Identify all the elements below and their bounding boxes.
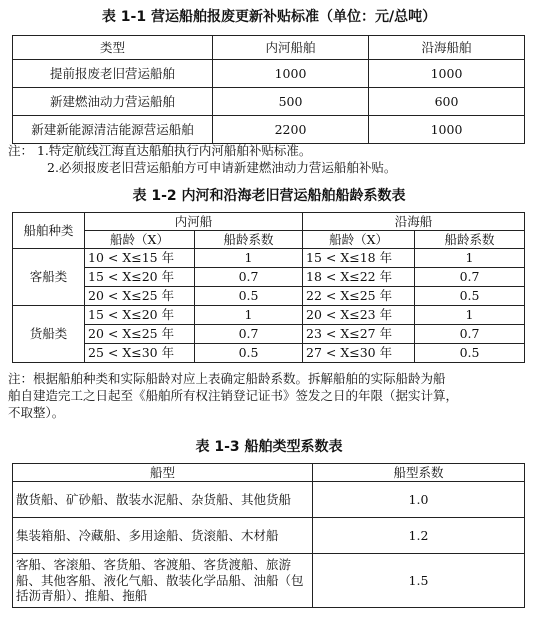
header-ship-type: 船舶种类: [13, 213, 85, 249]
row-coastal-value: 1000: [369, 116, 525, 144]
coastal-age: 15 < X≤18 年: [303, 249, 415, 268]
ship-type-list: 散货船、矿砂船、散装水泥船、杂货船、其他货船: [13, 482, 313, 518]
ship-type-list: 客船、客滚船、客货船、客渡船、客货渡船、旅游船、其他客船、液化气船、散装化学品船、油船（包括沥青船）、推船、拖船: [13, 554, 313, 608]
table-row: [13, 306, 525, 325]
ship-type-coef: 1.0: [313, 482, 525, 518]
inland-age: 25 < X≤30 年: [85, 344, 195, 363]
header-type-coef: 船型系数: [313, 464, 525, 482]
header-type: 类型: [13, 36, 213, 60]
inland-age: 15 < X≤20 年: [85, 306, 195, 325]
inland-coef: 0.7: [195, 325, 303, 344]
inland-coef: 1: [195, 306, 303, 325]
header-coastal: 沿海船舶: [369, 36, 525, 60]
table-row: [13, 116, 525, 144]
header-ship-type: 船型: [13, 464, 313, 482]
subheader-coastal-age: 船龄（X）: [303, 231, 415, 249]
table2-title: 表 1-2 内河和沿海老旧营运船舶船龄系数表: [132, 188, 406, 204]
coastal-coef: 0.5: [415, 344, 525, 363]
table-header-row: [13, 464, 525, 482]
inland-coef: 0.7: [195, 268, 303, 287]
ship-type-coef: 1.5: [313, 554, 525, 608]
subheader-inland-coef: 船龄系数: [195, 231, 303, 249]
table2-note-line2: 舶自建造完工之日起至《船舶所有权注销登记证书》签发之日的年限（据实计算，: [8, 388, 459, 403]
ship-type-passenger: 客船类: [13, 249, 85, 306]
inland-age: 20 < X≤25 年: [85, 325, 195, 344]
table-row: [13, 344, 525, 363]
subsidy-standard-table: [12, 35, 525, 144]
row-coastal-value: 1000: [369, 60, 525, 88]
header-coastal: 沿海船: [303, 213, 525, 231]
inland-coef: 1: [195, 249, 303, 268]
coastal-coef: 1: [415, 306, 525, 325]
table-row: [13, 518, 525, 554]
coastal-age: 18 < X≤22 年: [303, 268, 415, 287]
table-row: [13, 287, 525, 306]
coastal-coef: 0.7: [415, 268, 525, 287]
table1-title: 表 1-1 营运船舶报废更新补贴标准（单位：元/总吨）: [101, 9, 437, 25]
inland-age: 10 < X≤15 年: [85, 249, 195, 268]
table-row: [13, 325, 525, 344]
ship-type-list: 集装箱船、冷藏船、多用途船、货滚船、木材船: [13, 518, 313, 554]
row-inland-value: 500: [213, 88, 369, 116]
table-row: [13, 249, 525, 268]
ship-type-coefficient-table: [12, 463, 525, 608]
subheader-inland-age: 船龄（X）: [85, 231, 195, 249]
coastal-age: 22 < X≤25 年: [303, 287, 415, 306]
row-inland-value: 1000: [213, 60, 369, 88]
table1-note: [8, 142, 528, 176]
table-row: [13, 554, 525, 608]
row-type: 新建新能源清洁能源营运船舶: [13, 116, 213, 144]
ship-type-coef: 1.2: [313, 518, 525, 554]
ship-type-cargo: 货船类: [13, 306, 85, 363]
coastal-age: 27 < X≤30 年: [303, 344, 415, 363]
subheader-coastal-coef: 船龄系数: [415, 231, 525, 249]
table-row: [13, 88, 525, 116]
inland-coef: 0.5: [195, 287, 303, 306]
row-coastal-value: 600: [369, 88, 525, 116]
ship-age-coefficient-table: [12, 212, 525, 363]
table1-note-line1: 注： 1.特定航线江海直达船舶执行内河船舶补贴标准。: [8, 143, 312, 158]
header-inland: 内河船舶: [213, 36, 369, 60]
coastal-age: 20 < X≤23 年: [303, 306, 415, 325]
table1-note-line2: 2.必须报废老旧营运船舶方可申请新建燃油动力营运船舶补贴。: [47, 160, 397, 175]
coastal-coef: 0.5: [415, 287, 525, 306]
table-header-row: [13, 213, 525, 231]
table-row: [13, 268, 525, 287]
table2-note-line1: 注：根据船舶种类和实际船龄对应上表确定船龄系数。拆解船舶的实际船龄为船: [8, 371, 446, 386]
table-row: [13, 60, 525, 88]
row-type: 新建燃油动力营运船舶: [13, 88, 213, 116]
inland-age: 15 < X≤20 年: [85, 268, 195, 287]
table-row: [13, 482, 525, 518]
coastal-coef: 0.7: [415, 325, 525, 344]
row-type: 提前报废老旧营运船舶: [13, 60, 213, 88]
row-inland-value: 2200: [213, 116, 369, 144]
table3-title: 表 1-3 船舶类型系数表: [195, 439, 343, 455]
coastal-age: 23 < X≤27 年: [303, 325, 415, 344]
table2-note-line3: 不取整）。: [8, 405, 65, 420]
inland-age: 20 < X≤25 年: [85, 287, 195, 306]
inland-coef: 0.5: [195, 344, 303, 363]
table2-note: [8, 370, 528, 421]
header-inland: 内河船: [85, 213, 303, 231]
coastal-coef: 1: [415, 249, 525, 268]
table-subheader-row: [13, 231, 525, 249]
table-header-row: [13, 36, 525, 60]
